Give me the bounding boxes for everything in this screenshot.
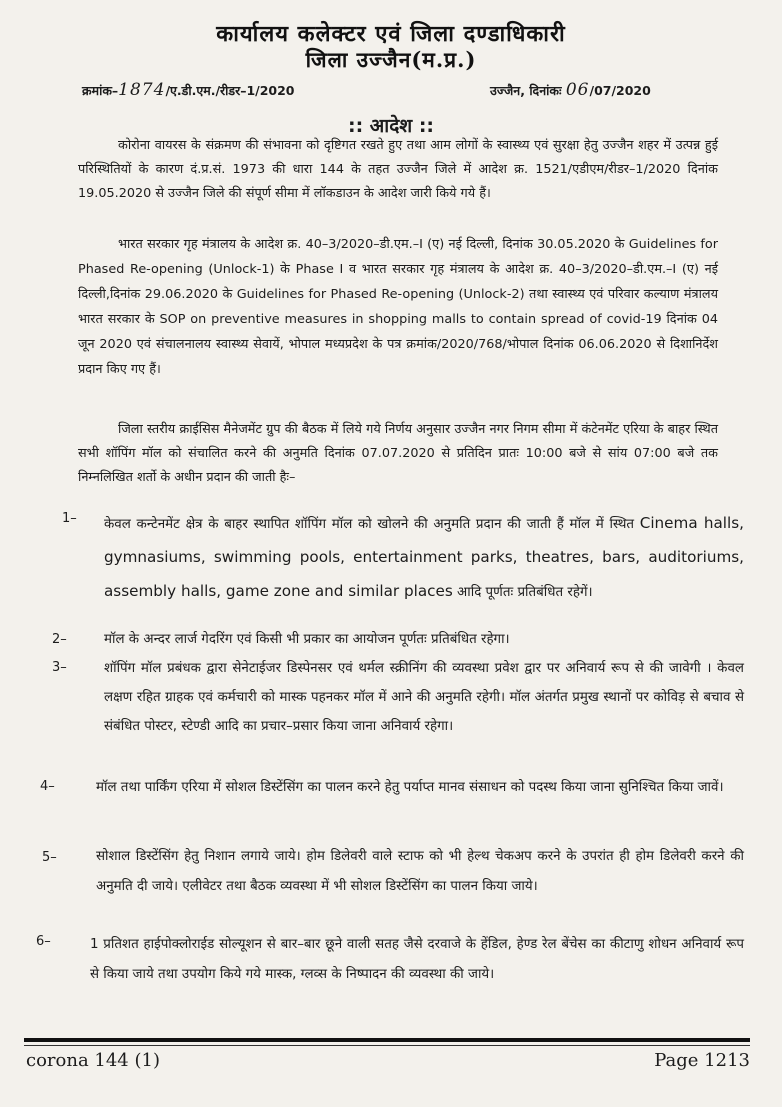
paragraph-decision: जिला स्तरीय क्राईसिस मैनेजमेंट ग्रुप की बैठक में लिये गये निर्णय अनुसार उज्जैन नगर निगम सीमा में कंटेनमेंट एरिया के बाहर स्थित सभी शॉपिंग मॉल को संचालित करने की अनुमति दिनांक 07.07.2020 से प्रतिदिन प्रातः 10:00 बजे से सांय 07:00 बजे तक निम्नलिखित शर्तो के अधीन प्रदान की जाती हैः–: [78, 422, 718, 485]
district-heading: जिला उज्जैन(म.प्र.): [305, 47, 477, 72]
condition-text: [104, 507, 744, 609]
condition-text: सोशाल डिस्टेंसिंग हेतु निशान लगाये जाये। होम डिलेवरी वाले स्टाफ को भी हेल्थ चेकअप करने के उपरांत ही होम डिलेवरी करने की अनुमति दी जाये। एलीवेटर तथा बैठक व्यवस्था में भी सोशल डिस्टेंसिंग का पालन किया जाये।: [96, 849, 744, 894]
footer-page-number: Page 1213: [654, 1050, 750, 1071]
handwritten-number: 1874: [118, 80, 166, 100]
footer-document-name: corona 144 (1): [26, 1050, 160, 1071]
condition-text-part: आदि पूर्णतः प्रतिबंधित रहेगें।: [452, 585, 593, 600]
condition-number: 5–: [42, 850, 57, 865]
order-title: :: आदेश ::: [347, 115, 435, 137]
reference-number: [82, 80, 295, 100]
paragraph-intro: कोरोना वायरस के संक्रमण की संभावना को दृष्टिगत रखते हुए तथा आम लोगों के स्वास्थ्य एवं सुरक्षा हेतु उज्जैन शहर में उत्पन्न हुई परिस्थितियों के कारण दं.प्र.सं. 1973 की धारा 144 के तहत उज्जैन जिले में आदेश क्र. 1521/एडीएम/रीडर–1/2020 दिनांक 19.05.2020 से उज्जैन जिले की संपूर्ण सीमा में लॉकडाउन के आदेश जारी किये गये हैं।: [78, 138, 718, 201]
date-label: उज्जैन, दिनांकः: [490, 83, 562, 98]
condition-text-english: Cinema halls, gymnasiums, swimming pools, entertainment parks, theatres, bars, auditoriums, assembly halls, game zone and similar places: [104, 514, 744, 600]
office-heading: कार्यालय कलेक्टर एवं जिला दण्डाधिकारी: [216, 21, 566, 47]
condition-number: 3–: [52, 660, 67, 675]
condition-number: 2–: [52, 632, 67, 647]
condition-text: मॉल तथा पार्किंग एरिया में सोशल डिस्टेंसिंग का पालन करने हेतु पर्याप्त मानव संसाधन को पदस्थ किया जाना सुनिश्चित किया जावें।: [96, 780, 724, 795]
condition-number: 6–: [36, 934, 51, 949]
handwritten-day: 06: [565, 80, 590, 100]
condition-text: शॉपिंग मॉल प्रबंधक द्वारा सेनेटाईजर डिस्पेनसर एवं थर्मल स्क्रीनिंग की व्यवस्था प्रवेश द्वार पर अनिवार्य रूप से की जावेगी । केवल लक्षण रहित ग्राहक एवं कर्मचारी को मास्क पहनकर मॉल में आने की अनुमति रहेगी। मॉल अंतर्गत प्रमुख स्थानों पर कोविड़ से बचाव से संबंधित पोस्टर, स्टेण्डी आदि का प्रचार–प्रसार किया जाना अनिवार्य रहेगा।: [104, 661, 744, 734]
reference-prefix: क्रमांक–: [82, 83, 119, 98]
condition-text-part: केवल कन्टेनमेंट क्षेत्र के बाहर स्थापित शॉपिंग मॉल को खोलने की अनुमति प्रदान की जाती हैं मॉल में स्थित: [104, 517, 640, 532]
reference-suffix: /ए.डी.एम./रीडर–1/2020: [165, 83, 295, 98]
paragraph-guidelines: भारत सरकार गृह मंत्रालय के आदेश क्र. 40–3/2020–डी.एम.–I (ए) नई दिल्ली, दिनांक 30.05.2020 के Guidelines for Phased Re-opening (Unlock-1) के Phase I व भारत सरकार गृह मंत्रालय के आदेश क्र. 40–3/2020–डी.एम.–I (ए) नई दिल्ली,दिनांक 29.06.2020 के Guidelines for Phased Re-opening (Unlock-2) तथा स्वास्थ्य एवं परिवार कल्याण मंत्रालय भारत सरकार के SOP on preventive measures in shopping malls to contain spread of covid-19 दिनांक 04 जून 2020 एवं संचालनालय स्वास्थ्य सेवायें, भोपाल मध्यप्रदेश के पत्र क्रमांक/2020/768/भोपाल दिनांक 06.06.2020 से दिशानिर्देश प्रदान किए गए हैं।: [78, 237, 718, 377]
reference-date: [490, 80, 651, 100]
footer-divider: [24, 1038, 750, 1042]
condition-number: 1–: [62, 511, 77, 526]
condition-text: 1 प्रतिशत हाईपोक्लोराईड सोल्यूशन से बार–बार छूने वाली सतह जैसे दरवाजे के हेंडिल, हेण्ड रेल बेंचेस का कीटाणु शोधन अनिवार्य रूप से किया जाये तथा उपयोग किये गये मास्क, ग्लव्स के निष्पादन की व्यवस्था की जाये।: [90, 937, 744, 982]
condition-text: मॉल के अन्दर लार्ज गेदरिंग एवं किसी भी प्रकार का आयोजन पूर्णतः प्रतिबंधित रहेगा।: [104, 632, 510, 647]
date-rest: /07/2020: [589, 83, 651, 98]
footer-divider-thin: [24, 1045, 750, 1046]
condition-number: 4–: [40, 779, 55, 794]
